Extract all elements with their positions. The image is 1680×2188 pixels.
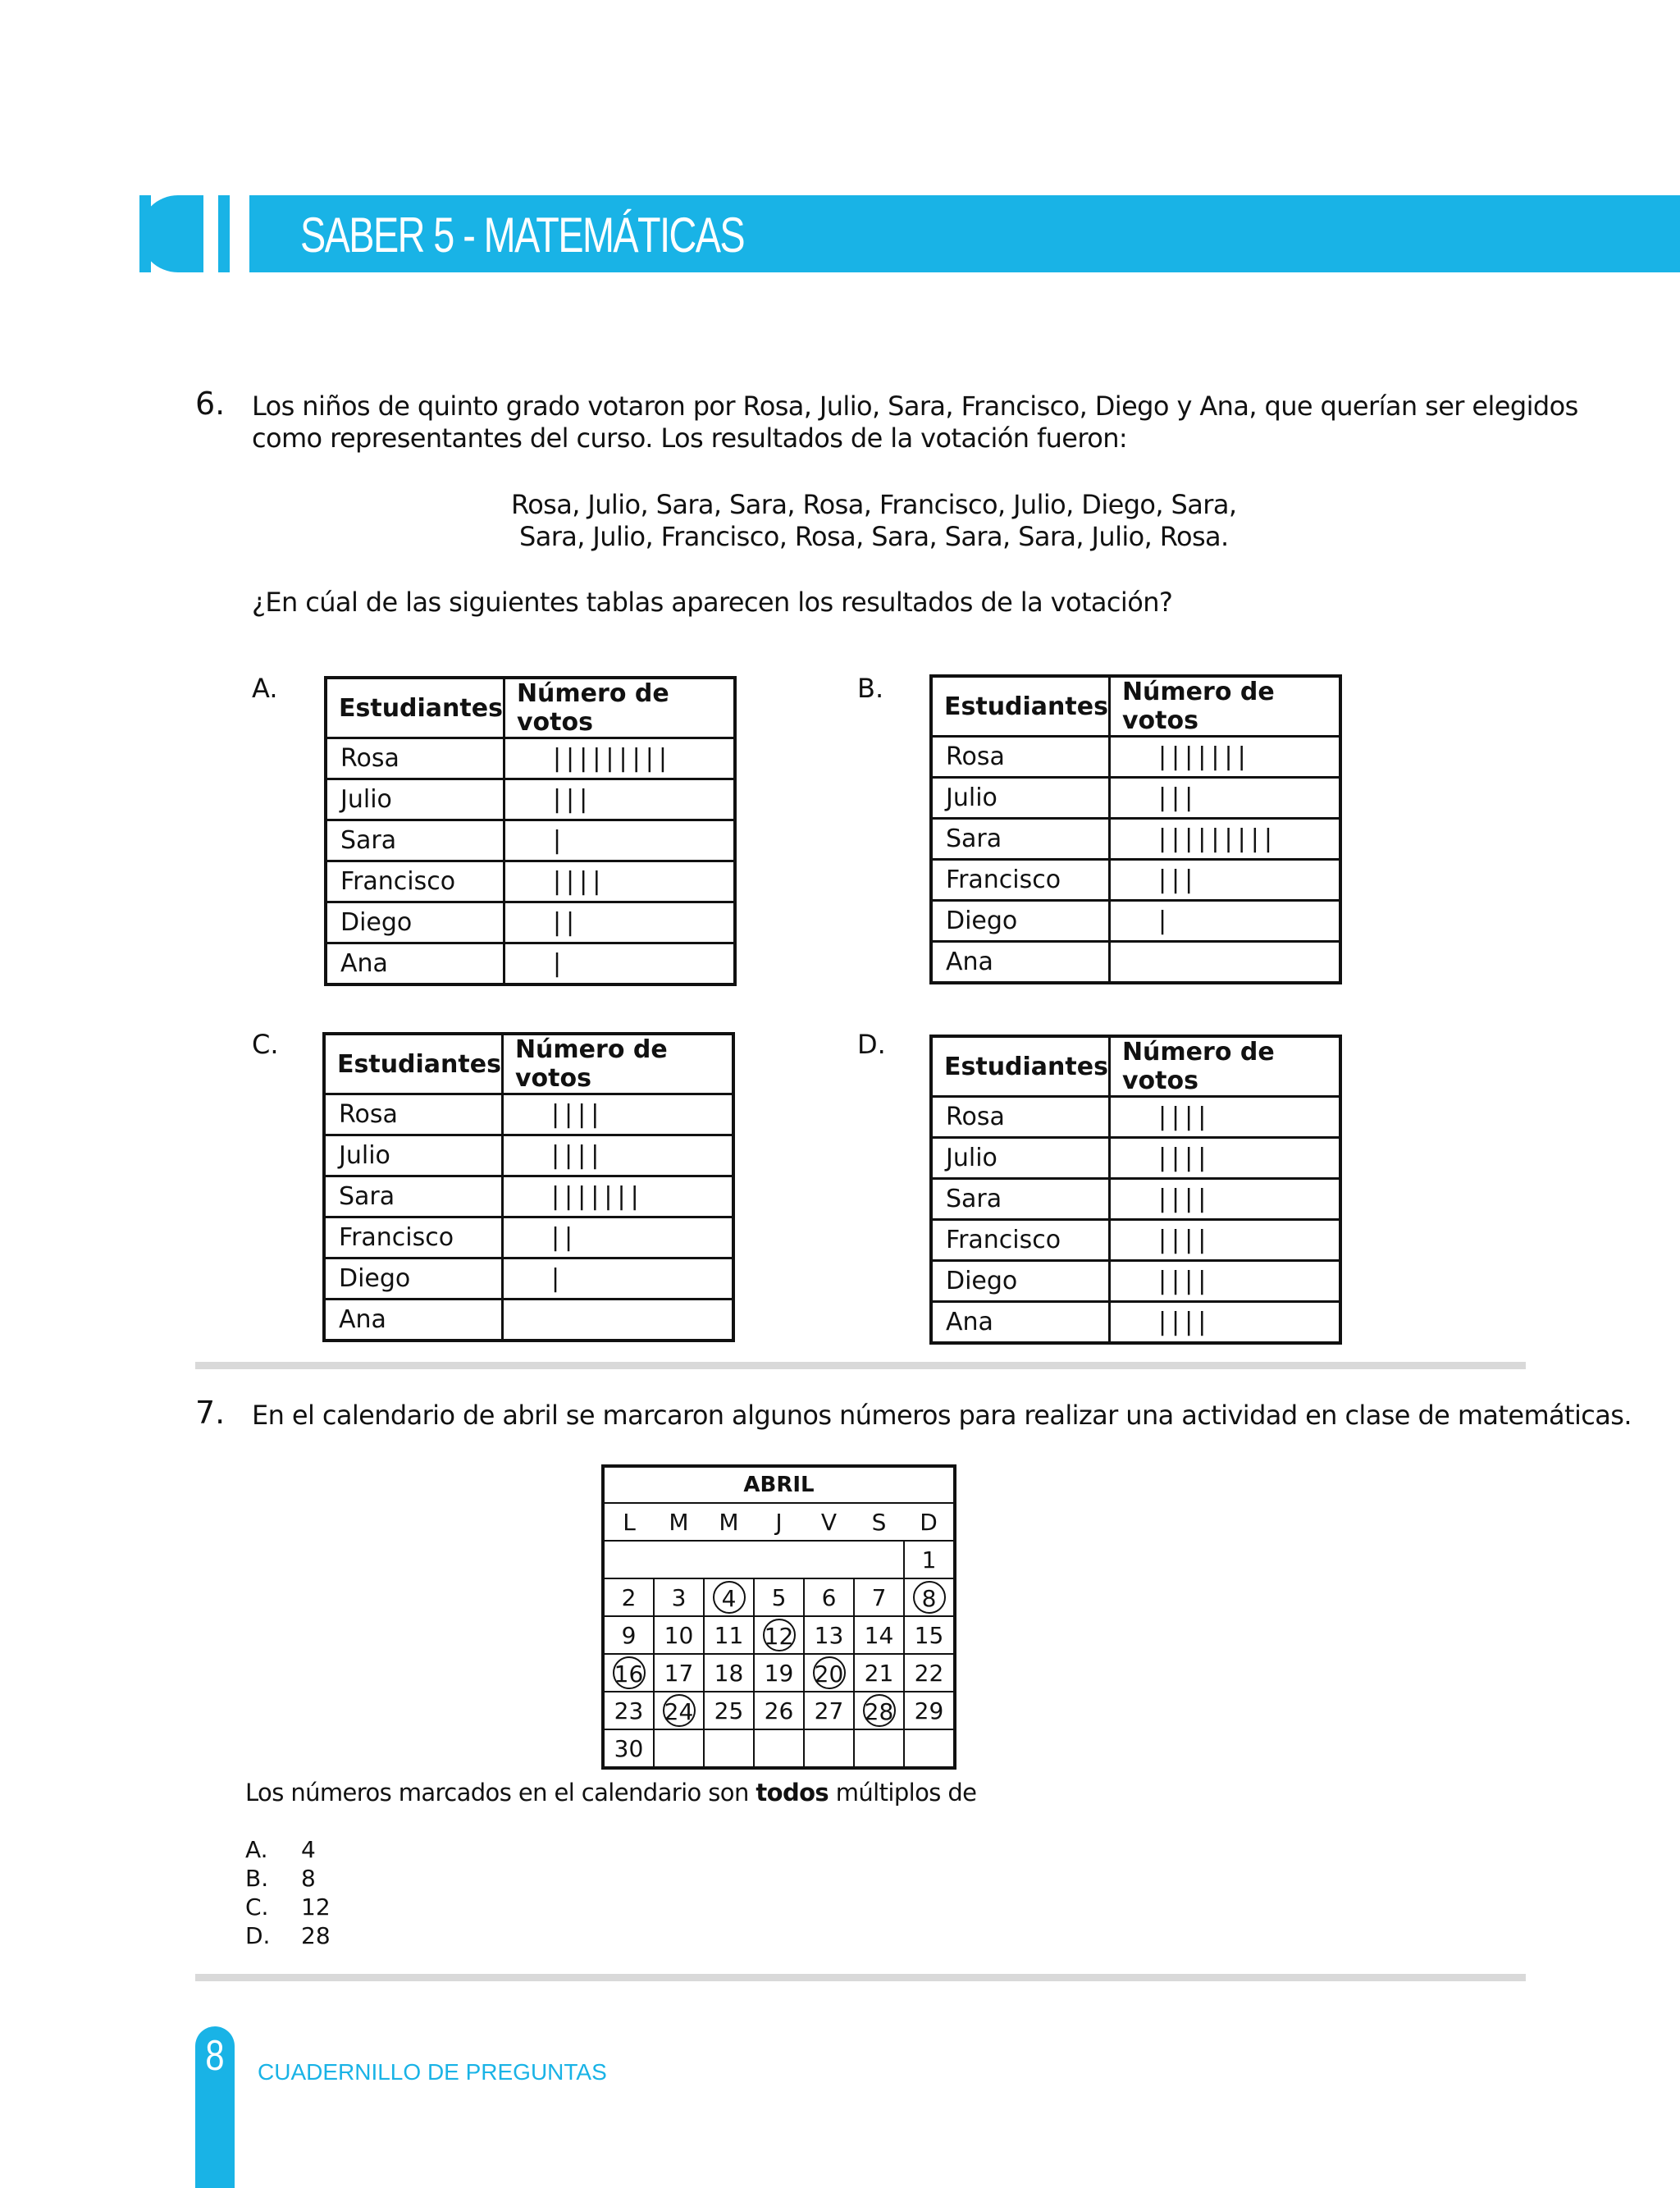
student-name: Diego bbox=[326, 902, 504, 943]
student-name: Francisco bbox=[931, 860, 1109, 901]
circle-mark: 28 bbox=[863, 1694, 896, 1727]
calendar-week bbox=[603, 1654, 955, 1692]
vote-tally: ||||||||| bbox=[1109, 819, 1340, 860]
calendar-month: ABRIL bbox=[603, 1466, 955, 1503]
vote-tally: | bbox=[504, 943, 735, 985]
table-header-row bbox=[931, 1036, 1340, 1097]
column-header-students: Estudiantes bbox=[931, 676, 1109, 737]
calendar-day-circled bbox=[804, 1654, 854, 1692]
student-name: Francisco bbox=[931, 1220, 1109, 1261]
column-header-students: Estudiantes bbox=[324, 1034, 502, 1094]
student-name: Diego bbox=[324, 1258, 502, 1300]
banner-gap bbox=[230, 195, 238, 272]
table-row bbox=[326, 820, 735, 861]
weekday-label: V bbox=[804, 1503, 854, 1541]
page-title: SABER 5 - MATEMÁTICAS bbox=[300, 208, 745, 263]
page-number: 8 bbox=[205, 2032, 225, 2080]
vote-tally: ||| bbox=[1109, 860, 1340, 901]
calendar-day-circled bbox=[654, 1692, 704, 1729]
calendar-day: 14 bbox=[854, 1616, 904, 1654]
calendar-empty bbox=[854, 1729, 904, 1768]
student-name: Ana bbox=[324, 1300, 502, 1341]
prompt-emphasis: todos bbox=[756, 1779, 829, 1807]
student-name: Sara bbox=[324, 1176, 502, 1217]
calendar-empty bbox=[704, 1729, 754, 1768]
vote-tally: || bbox=[502, 1217, 733, 1258]
calendar-day: 17 bbox=[654, 1654, 704, 1692]
calendar-week bbox=[603, 1616, 955, 1654]
weekday-label: J bbox=[754, 1503, 804, 1541]
calendar-day: 11 bbox=[704, 1616, 754, 1654]
column-header-votes: Número de votos bbox=[504, 678, 735, 738]
table-row bbox=[931, 1220, 1340, 1261]
votes-list-line: Rosa, Julio, Sara, Sara, Rosa, Francisco, Julio, Diego, Sara, bbox=[511, 489, 1237, 520]
calendar-day-circled bbox=[754, 1616, 804, 1654]
table-row bbox=[324, 1135, 733, 1176]
vote-tally: | bbox=[1109, 901, 1340, 942]
banner-gap bbox=[203, 195, 218, 272]
vote-tally: |||| bbox=[502, 1094, 733, 1135]
votes-table-b bbox=[929, 674, 1342, 984]
student-name: Rosa bbox=[326, 738, 504, 779]
votes-table-a bbox=[324, 676, 737, 986]
circle-mark: 24 bbox=[663, 1694, 696, 1727]
calendar-empty bbox=[603, 1541, 904, 1578]
vote-tally: || bbox=[504, 902, 735, 943]
option-label-d: D. bbox=[857, 1029, 886, 1060]
student-name: Julio bbox=[931, 778, 1109, 819]
calendar-empty bbox=[804, 1729, 854, 1768]
calendar-day-circled bbox=[854, 1692, 904, 1729]
table-row bbox=[326, 779, 735, 820]
vote-tally: |||| bbox=[1109, 1138, 1340, 1179]
student-name: Rosa bbox=[931, 737, 1109, 778]
calendar-day: 13 bbox=[804, 1616, 854, 1654]
calendar-day: 30 bbox=[603, 1729, 654, 1768]
calendar-day: 19 bbox=[754, 1654, 804, 1692]
vote-tally bbox=[1109, 942, 1340, 984]
student-name: Sara bbox=[326, 820, 504, 861]
student-name: Julio bbox=[326, 779, 504, 820]
votes-table-c bbox=[322, 1032, 735, 1342]
calendar-day: 21 bbox=[854, 1654, 904, 1692]
column-header-votes: Número de votos bbox=[1109, 1036, 1340, 1097]
vote-tally: | bbox=[504, 820, 735, 861]
calendar-day: 25 bbox=[704, 1692, 754, 1729]
column-header-votes: Número de votos bbox=[502, 1034, 733, 1094]
banner-stripe bbox=[139, 195, 151, 272]
calendar-day: 9 bbox=[603, 1616, 654, 1654]
vote-tally: ||||||| bbox=[502, 1176, 733, 1217]
calendar-empty bbox=[754, 1729, 804, 1768]
student-name: Francisco bbox=[326, 861, 504, 902]
column-header-students: Estudiantes bbox=[931, 1036, 1109, 1097]
vote-tally: ||| bbox=[504, 779, 735, 820]
table-row bbox=[931, 942, 1340, 984]
question-number: 7. bbox=[195, 1395, 226, 1431]
votes-list-line: Sara, Julio, Francisco, Rosa, Sara, Sara, Sara, Julio, Rosa. bbox=[519, 521, 1229, 552]
calendar-day: 2 bbox=[603, 1578, 654, 1616]
section-divider bbox=[195, 1974, 1526, 1981]
student-name: Ana bbox=[326, 943, 504, 985]
answer-option-b[interactable]: B. 8 bbox=[245, 1865, 316, 1892]
table-header-row bbox=[326, 678, 735, 738]
weekday-label: L bbox=[603, 1503, 654, 1541]
calendar-week bbox=[603, 1729, 955, 1768]
student-name: Julio bbox=[931, 1138, 1109, 1179]
vote-tally bbox=[502, 1300, 733, 1341]
table-row bbox=[324, 1217, 733, 1258]
calendar-day: 3 bbox=[654, 1578, 704, 1616]
table-row bbox=[326, 861, 735, 902]
question-text-line: como representantes del curso. Los resultados de la votación fueron: bbox=[252, 423, 1128, 454]
table-row bbox=[326, 943, 735, 985]
student-name: Ana bbox=[931, 1302, 1109, 1344]
table-row bbox=[326, 902, 735, 943]
vote-tally: |||| bbox=[1109, 1220, 1340, 1261]
circle-mark: 4 bbox=[713, 1581, 746, 1614]
answer-options bbox=[245, 1836, 331, 1951]
table-row bbox=[931, 1138, 1340, 1179]
answer-option-d[interactable]: D. 28 bbox=[245, 1922, 331, 1949]
table-row bbox=[324, 1300, 733, 1341]
calendar-day-circled bbox=[704, 1578, 754, 1616]
column-header-students: Estudiantes bbox=[326, 678, 504, 738]
calendar-day-circled bbox=[904, 1578, 955, 1616]
circle-mark: 20 bbox=[813, 1656, 846, 1689]
option-label-a: A. bbox=[252, 673, 278, 704]
calendar-day: 5 bbox=[754, 1578, 804, 1616]
student-name: Diego bbox=[931, 901, 1109, 942]
circle-mark: 12 bbox=[763, 1619, 796, 1651]
calendar-week bbox=[603, 1692, 955, 1729]
circle-mark: 8 bbox=[913, 1581, 946, 1614]
student-name: Ana bbox=[931, 942, 1109, 984]
vote-tally: ||| bbox=[1109, 778, 1340, 819]
april-calendar bbox=[601, 1464, 956, 1770]
table-row bbox=[931, 737, 1340, 778]
circle-mark: 16 bbox=[613, 1656, 646, 1689]
vote-tally: |||| bbox=[1109, 1302, 1340, 1344]
vote-tally: |||| bbox=[502, 1135, 733, 1176]
calendar-weekday-row bbox=[603, 1503, 955, 1541]
weekday-label: D bbox=[904, 1503, 955, 1541]
prompt-text: Los números marcados en el calendario son bbox=[245, 1779, 756, 1807]
column-header-votes: Número de votos bbox=[1109, 676, 1340, 737]
vote-tally: |||| bbox=[504, 861, 735, 902]
calendar-day: 18 bbox=[704, 1654, 754, 1692]
student-name: Sara bbox=[931, 819, 1109, 860]
student-name: Rosa bbox=[931, 1097, 1109, 1138]
table-row bbox=[931, 1097, 1340, 1138]
section-divider bbox=[195, 1362, 1526, 1369]
table-row bbox=[931, 860, 1340, 901]
vote-tally: |||| bbox=[1109, 1261, 1340, 1302]
student-name: Diego bbox=[931, 1261, 1109, 1302]
calendar-empty bbox=[654, 1729, 704, 1768]
question-text: En el calendario de abril se marcaron algunos números para realizar una actividad en clase de matemáticas. bbox=[252, 1400, 1632, 1431]
student-name: Sara bbox=[931, 1179, 1109, 1220]
table-row bbox=[324, 1094, 733, 1135]
answer-option-c[interactable]: C. 12 bbox=[245, 1893, 331, 1921]
calendar-week bbox=[603, 1541, 955, 1578]
question-number: 6. bbox=[195, 386, 226, 422]
vote-tally: ||||||| bbox=[1109, 737, 1340, 778]
table-row bbox=[931, 1261, 1340, 1302]
banner-stripe bbox=[218, 195, 230, 272]
table-row bbox=[931, 901, 1340, 942]
question-text-line: Los niños de quinto grado votaron por Rosa, Julio, Sara, Francisco, Diego y Ana, que querían ser elegidos bbox=[252, 391, 1578, 422]
calendar-day: 7 bbox=[854, 1578, 904, 1616]
calendar-week bbox=[603, 1578, 955, 1616]
student-name: Julio bbox=[324, 1135, 502, 1176]
table-header-row bbox=[931, 676, 1340, 737]
table-header-row bbox=[324, 1034, 733, 1094]
table-row bbox=[324, 1258, 733, 1300]
vote-tally: |||| bbox=[1109, 1179, 1340, 1220]
student-name: Rosa bbox=[324, 1094, 502, 1135]
footer-title: CUADERNILLO DE PREGUNTAS bbox=[258, 2059, 607, 2085]
prompt-text: múltiplos de bbox=[829, 1779, 977, 1807]
student-name: Francisco bbox=[324, 1217, 502, 1258]
calendar-day: 10 bbox=[654, 1616, 704, 1654]
calendar-day-circled bbox=[603, 1654, 654, 1692]
banner-gap bbox=[238, 195, 249, 272]
calendar-day: 26 bbox=[754, 1692, 804, 1729]
calendar-day: 6 bbox=[804, 1578, 854, 1616]
table-row bbox=[326, 738, 735, 779]
calendar-day: 15 bbox=[904, 1616, 955, 1654]
vote-tally: |||| bbox=[1109, 1097, 1340, 1138]
calendar-empty bbox=[904, 1729, 955, 1768]
option-label-b: B. bbox=[857, 673, 884, 704]
calendar-prompt bbox=[245, 1779, 976, 1807]
option-label-c: C. bbox=[252, 1029, 279, 1060]
vote-tally: | bbox=[502, 1258, 733, 1300]
table-row bbox=[931, 778, 1340, 819]
calendar-day: 23 bbox=[603, 1692, 654, 1729]
question-prompt: ¿En cúal de las siguientes tablas aparecen los resultados de la votación? bbox=[252, 587, 1173, 618]
weekday-label: M bbox=[654, 1503, 704, 1541]
calendar-day: 27 bbox=[804, 1692, 854, 1729]
answer-option-a[interactable]: A. 4 bbox=[245, 1836, 316, 1863]
weekday-label: S bbox=[854, 1503, 904, 1541]
calendar-day: 1 bbox=[904, 1541, 955, 1578]
vote-tally: ||||||||| bbox=[504, 738, 735, 779]
table-row bbox=[324, 1176, 733, 1217]
header-banner bbox=[139, 195, 1680, 272]
table-row bbox=[931, 1179, 1340, 1220]
weekday-label: M bbox=[704, 1503, 754, 1541]
calendar-day: 29 bbox=[904, 1692, 955, 1729]
calendar-day: 22 bbox=[904, 1654, 955, 1692]
votes-table-d bbox=[929, 1035, 1342, 1345]
table-row bbox=[931, 819, 1340, 860]
table-row bbox=[931, 1302, 1340, 1344]
